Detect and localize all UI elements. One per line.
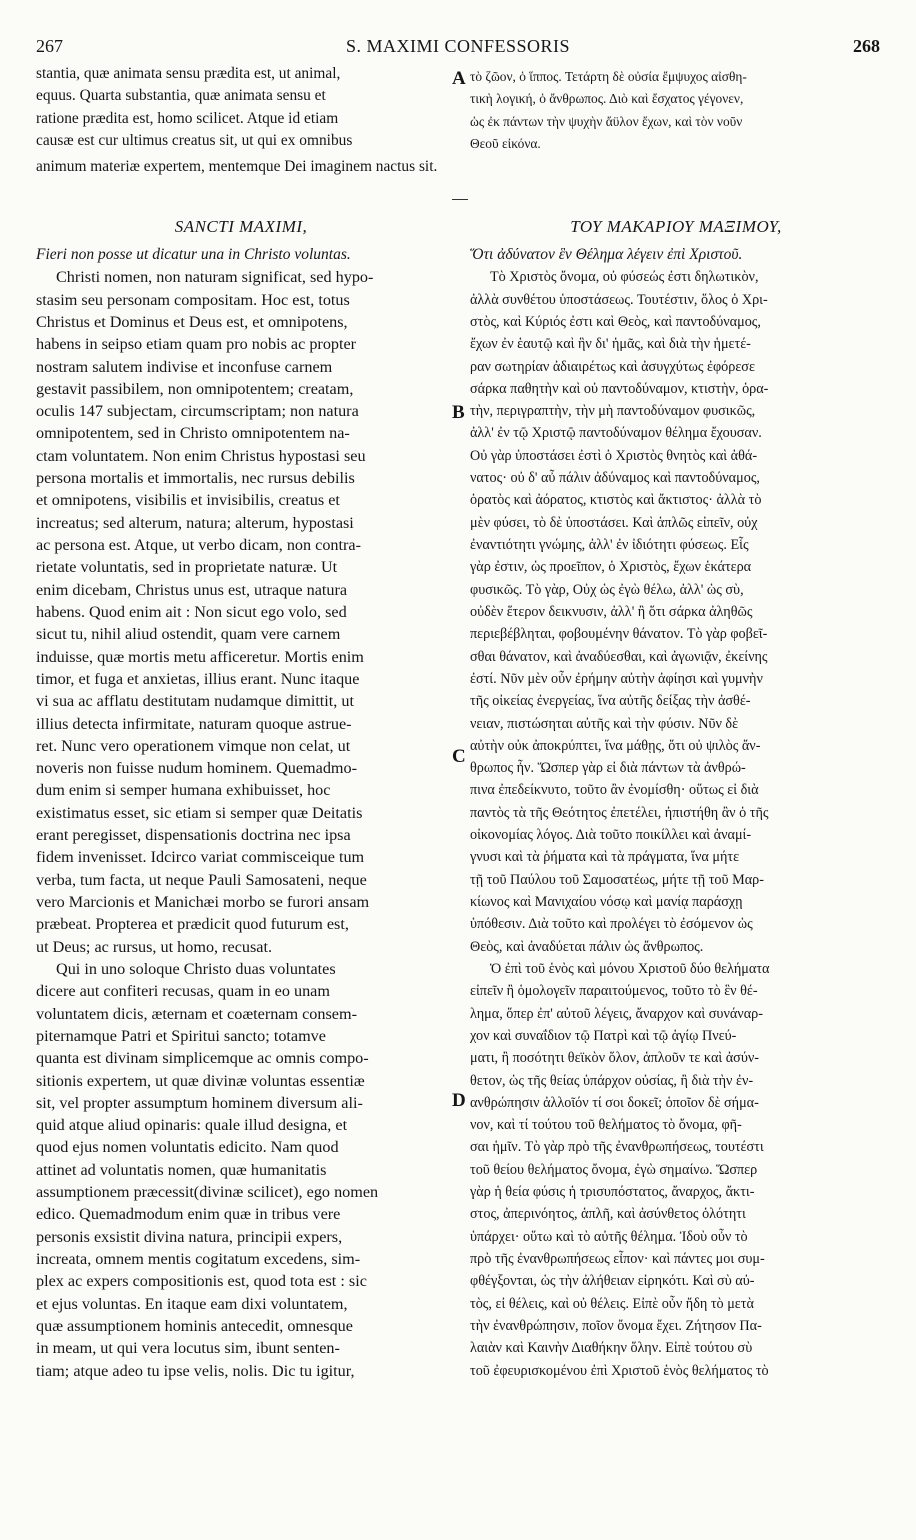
text-line: ματι, ἢ ποσότητι θεϊκὸν ὅλον, ἁπλοῦν τε καὶ ἀσύν- [470, 1050, 759, 1067]
text-line: οἰκονομίας λόγος. Διὰ τοῦτο ποικίλλει καὶ ἀναμί- [470, 827, 752, 844]
text-line: τὴν ἐνανθρώπησιν, ποῖον ὄνομα ἔχει. Ζήτησον Πα- [470, 1317, 762, 1334]
text-line: vero Marcionis et Manichæi morbo se furori ansam [36, 893, 370, 912]
text-line: et ejus voluntas. En itaque eam dixi voluntatem, [36, 1294, 348, 1313]
text-line: γὰρ ἡ θεία φύσις ἡ τρισυπόστατος, ἄναρχος, ἄκτι- [470, 1184, 755, 1201]
text-line: σαι ἡμῖν. Τὸ γὰρ πρὸ τῆς ἐνανθρωπήσεως, τουτέστι [470, 1139, 764, 1156]
text-line: ac persona est. Atque, ut verbo dicam, non contra- [36, 536, 361, 555]
text-line: oculis 147 subjectam, circumscriptam; non natura [36, 402, 359, 421]
text-line: θετον, ὡς τῆς θείας ὑπάρχον οὐσίας, ἢ διὰ τὴν ἐν- [470, 1072, 754, 1089]
text-line: τὸς, εἰ θέλεις, καὶ οὐ θέλεις. Εἰπὲ οὖν ἤδη τὸ μετὰ [470, 1295, 754, 1312]
text-line: ἀλλ' ἐν τῷ Χριστῷ παντοδύναμον θέλημα ἔχουσαν. [470, 425, 762, 442]
text-line: Ὁ ἐπὶ τοῦ ἑνὸς καὶ μόνου Χριστοῦ δύο θελήματα [490, 960, 770, 977]
text-line: σθαι θάνατον, καὶ ἀναδύεσθαι, καὶ ἀγωνιᾷν, ἐκείνης [470, 648, 768, 665]
text-line: τοῦ θείου θελήματος ὄνομα, ἐγὼ σημαίνω. Ὥσπερ [470, 1161, 758, 1178]
text-line: timor, et fuga et anxietas, illius erant. Nunc itaque [36, 669, 360, 688]
text-line: increata, omnem mentis cogitatum excedens, sim- [36, 1250, 361, 1269]
text-line: sicut tu, nihil aliud ostendit, quam vere carnem [36, 625, 341, 644]
text-line: Qui in uno soloque Christo duas voluntates [56, 959, 336, 978]
text-line: ὡς ἐκ πάντων τὴν ψυχὴν ἄϋλον ἔχων, καὶ τὸν νοῦν [470, 113, 743, 129]
text-line: vi sua ac afflatu destitutam nudamque dimittit, ut [36, 692, 354, 711]
margin-letter-b: B [452, 402, 465, 423]
latin-body [36, 266, 446, 1382]
text-line: Θεὸς, καὶ ἀναδύεται πάλιν ὡς ἄνθρωπος. [470, 938, 704, 955]
text-line: τὴν, περιγραπτὴν, τὴν μὴ παντοδύναμον φυσικῶς, [470, 403, 756, 420]
text-line: sitionis expertem, ut quæ divinæ voluntas essentiæ [36, 1071, 365, 1090]
text-line: νειαν, πιστώσηται αὐτῆς καὶ τὴν φύσιν. Νῦν δὲ [470, 715, 739, 732]
running-title: S. MAXIMI CONFESSORIS [345, 36, 571, 56]
top-greek-block [470, 66, 882, 155]
text-line: induisse, quæ mortis metu afficeretur. Mortis enim [36, 647, 364, 666]
page-number-left: 267 [36, 36, 63, 56]
text-line: nostram salutem indivise et inconfuse carnem [36, 357, 333, 376]
text-line: attinet ad voluntatis nomen, quæ humanitatis [36, 1160, 327, 1179]
text-line: τῆς οἰκείας ἐνεργείας, ἵνα αὐτῆς δείξας τὴν ἀσθέ- [470, 693, 751, 710]
text-line: omnipotentem, sed in Christo omnipotentem na- [36, 424, 350, 443]
text-line: ut Deus; ac rursus, ut homo, recusat. [36, 937, 273, 956]
text-line: habens. Quod enim ait : Non sicut ego volo, sed [36, 602, 347, 621]
text-line: νατος· οὐ δ' αὖ πάλιν ἀδύναμος καὶ παντοδύναμος, [470, 470, 760, 487]
text-line: enim dicebam, Christus unus est, utraque natura [36, 580, 348, 599]
text-line: stantia, quæ animata sensu prædita est, ut animal, [36, 65, 341, 82]
text-line: τὸ ζῶον, ὁ ἵππος. Τετάρτη δὲ οὐσία ἔμψυχος αἰσθη- [470, 69, 747, 84]
latin-subtitle: Fieri non posse ut dicatur una in Christo voluntas. [36, 246, 351, 263]
text-line: persona mortalis et immortalis, nec rursus debilis [36, 469, 355, 488]
text-line: Τὸ Χριστὸς ὄνομα, οὐ φύσεώς ἐστι δηλωτικὸν, [490, 269, 759, 286]
margin-letter-d: D [452, 1090, 466, 1111]
text-line: quæ assumptionem hominis antecedit, omnesque [36, 1316, 353, 1335]
text-line: edico. Quemadmodum enim quæ in tribus vere [36, 1205, 341, 1224]
margin-letter-c: C [452, 746, 466, 767]
text-line: τῇ τοῦ Παύλου τοῦ Σαμοσατέως, μήτε τῇ τοῦ Μαρ- [470, 871, 764, 888]
text-line: erant peregisset, dispensationis doctrina nec ipsa [36, 826, 351, 845]
latin-column [36, 210, 446, 1382]
text-line: Christus et Dominus et Deus est, et omnipotens, [36, 312, 348, 331]
text-line: gestavit passibilem, non omnipotentem; creatam, [36, 379, 354, 398]
text-line: τοῦ ἐφευρισκομένου ἐπὶ Χριστοῦ ἑνὸς θελήματος τὸ [470, 1362, 769, 1379]
text-line: causæ est cur ultimus creatus sit, ut qui ex omnibus [36, 131, 353, 149]
text-line: in meam, ut qui vera locutus sim, ibunt senten- [36, 1339, 340, 1358]
text-line: ἐναντιότητι γνώμης, ἀλλ' ἐν ἰδιότητι φύσεως. Εἷς [470, 537, 749, 554]
text-line: ἐστί. Νῦν μὲν οὖν ἐρήμην αὐτὴν ἀφίησι καὶ γυμνὴν [470, 670, 763, 687]
text-line: νον, καὶ τί τούτου τοῦ θελήματος τὸ ὄνομα, φῆ- [470, 1117, 742, 1134]
greek-heading: ΤΟΥ ΜΑΚΑΡΙΟΥ ΜΑΞΙΜΟΥ, [570, 217, 782, 236]
text-line: Θεοῦ εἰκόνα. [470, 135, 541, 151]
text-line: πινα ἐπεδείκνυτο, τοῦτο ἂν ἐνομίσθη· οὕτως εἰ διὰ [470, 782, 759, 799]
text-line: quod ejus nomen voluntatis edicito. Nam quod [36, 1138, 339, 1157]
text-line: γνυσι καὶ τὰ ῥήματα καὶ τὰ πράγματα, ἵνα μήτε [470, 849, 740, 866]
top-latin-last-line [36, 156, 596, 178]
text-line: χον καὶ συναΐδιον τῷ Πατρὶ καὶ τῷ ἁγίῳ Πνεύ- [470, 1027, 737, 1044]
text-line: φθέγξονται, ὡς τὴν ἀλήθειαν εἰρηκότι. Καὶ σὺ αὐ- [470, 1273, 755, 1290]
text-line: illius detecta infirmitate, naturam quoque astrue- [36, 714, 352, 733]
text-line: piternamque Patri et Spiritui sancto; totamve [36, 1026, 326, 1045]
text-line: animum materiæ expertem, mentemque Dei imaginem nactus sit. [36, 158, 438, 175]
text-line: existimatus esset, sic etiam si semper quæ Deitatis [36, 803, 363, 822]
text-line: tiam; atque adeo tu ipse velis, nolis. Dic tu igitur, [36, 1361, 355, 1380]
page-number-right: 268 [853, 36, 880, 56]
text-line: ἔχων ἐν ἑαυτῷ καὶ ἣν δι' ἡμᾶς, καὶ διὰ τὴν ἡμετέ- [470, 336, 751, 353]
text-line: verba, tum facta, ut neque Pauli Samosateni, neque [36, 870, 367, 889]
top-latin-block [36, 63, 444, 152]
text-line: οὐδὲν ἕτερον δεικνυσιν, ἀλλ' ἢ ὅτι σάρκα ἀληθῶς [470, 603, 753, 620]
text-line: θρωπος ἦν. Ὥσπερ γὰρ εἰ διὰ πάντων τὰ ἀνθρώ- [470, 760, 746, 777]
text-line: stasim seu personam compositam. Hoc est, totus [36, 290, 350, 309]
text-line: τικὴ λογική, ὁ ἄνθρωπος. Διὸ καὶ ἔσχατος γέγονεν, [470, 91, 744, 107]
text-line: dum enim si semper humana exhibuisset, hoc [36, 781, 331, 800]
text-line: et omnipotens, visibilis et invisibilis, creatus et [36, 491, 340, 510]
margin-letter-a: A [452, 68, 466, 89]
text-line: περιεβέβληται, φοβουμένην θάνατον. Τὸ γὰρ φοβεῖ- [470, 626, 768, 643]
text-line: ὁρατὸς καὶ ἀόρατος, κτιστὸς καὶ ἄκτιστος· ἀλλὰ τὸ [470, 492, 762, 509]
text-line: στος, ἀπερινόητος, ἁπλῆ, καὶ ἀσύνθετος ὁλότητι [470, 1206, 746, 1223]
text-line: εἰπεῖν ἢ ὁμολογεῖν παραιτούμενος, τοῦτο τὸ ἓν θέ- [470, 983, 758, 1000]
text-line: quanta est divinam simplicemque ac omnis compo- [36, 1049, 369, 1068]
greek-body [470, 266, 882, 1382]
text-line: ραν σωτηρίαν ἀδιαιρέτως καὶ ἀσυγχύτως ἐφόρεσε [470, 358, 755, 375]
running-header [36, 36, 880, 60]
text-line: noveris non fuisse nudum hominem. Quemadmo- [36, 759, 358, 778]
text-line: increatus; sed alterum, natura; alterum, hypostasi [36, 513, 354, 532]
text-line: sit, vel propter assumptum hominem diversum ali- [36, 1093, 363, 1112]
text-line: dicere aut confiteri recusas, quam in eo unam [36, 982, 330, 1001]
text-line: præbeat. Propterea et prædicit quod futurum est, [36, 915, 349, 934]
text-line: λαιὰν καὶ Καινὴν Διαθήκην ὅλην. Εἰπὲ τούτου σὺ [470, 1340, 753, 1357]
text-line: πρὸ τῆς ἐνανθρωπήσεως εἶπον· καὶ πάντες μοι συμ- [470, 1251, 765, 1268]
text-line: ctam voluntatem. Non enim Christus hypostasi seu [36, 446, 366, 465]
text-line: ret. Nunc vero operationem vimque non celat, ut [36, 736, 351, 755]
text-line: voluntatem dicis, æternam et coæternam consem- [36, 1004, 357, 1023]
text-line: στὸς, καὶ Κύριός ἐστι καὶ Θεὸς, καὶ παντοδύναμος, [470, 313, 761, 330]
text-line: ὑπάρχει· οὕτω καὶ τὸ αὐτῆς θέλημα. Ἰδοὺ οὖν τὸ [470, 1228, 748, 1245]
text-line: λημα, ὅπερ ἐπ' αὐτοῦ λέγεις, ἄναρχον καὶ συνάναρ- [470, 1005, 763, 1022]
text-line: φυσικῶς. Τὸ γὰρ, Οὐχ ὡς ἐγὼ θέλω, ἀλλ' ὡς σὺ, [470, 581, 744, 598]
text-line: equus. Quarta substantia, quæ animata sensu et [36, 87, 326, 105]
text-line: μὲν φύσει, τὸ δὲ ὑποστάσει. Καὶ ἁπλῶς εἰπεῖν, οὐχ [470, 514, 758, 531]
latin-heading: SANCTI MAXIMI, [174, 217, 308, 236]
text-line: αὐτὴν οὐκ ἀποκρύπτει, ἵνα μάθῃς, ὅτι οὐ ψιλὸς ἄν- [470, 737, 761, 754]
text-line: Οὐ γὰρ ὑποστάσει ἐστὶ ὁ Χριστὸς θνητὸς καὶ ἀθά- [470, 447, 758, 464]
text-line: κίωνος καὶ Μανιχαίου νόσῳ καὶ μανίᾳ παράσχῃ [470, 894, 743, 911]
text-line: Christi nomen, non naturam significat, sed hypo- [56, 268, 374, 287]
text-line: ἀλλὰ συνθέτου ὑποστάσεως. Τουτέστιν, ὅλος ὁ Χρι- [470, 291, 768, 308]
text-line: ὑπόθεσιν. Διὰ τοῦτο καὶ προλέγει τὸ ἐσόμενον ὡς [470, 916, 753, 933]
text-line: personis exsistit divina natura, principii expers, [36, 1227, 343, 1246]
text-line: quid atque aliud opinaris: quale illud designa, et [36, 1116, 348, 1135]
text-line: ratione prædita est, homo scilicet. Atque id etiam [36, 109, 339, 127]
text-line: γὰρ ἐστιν, ὡς προεῖπον, ὁ Χριστὸς, ἔχων ἑκάτερα [470, 559, 752, 576]
greek-subtitle: Ὅτι ἀδύνατον ἓν Θέλημα λέγειν ἐπὶ Χριστοῦ. [470, 246, 743, 263]
text-line: rietate voluntatis, sed in proprietate naturæ. Ut [36, 558, 338, 577]
text-line: habens in seipso etiam quam pro nobis ac propter [36, 335, 357, 354]
text-line: ανθρώπησιν ἀλλοῖόν τί σοι δοκεῖ; ὁποῖον δὲ σήμα- [470, 1094, 759, 1111]
section-divider [452, 199, 468, 200]
greek-column [470, 210, 882, 1382]
text-line: fidem invenisset. Idcirco variat commisceique tum [36, 848, 365, 867]
text-line: assumptionem præcessit(divinæ scilicet), ego nomen [36, 1183, 379, 1202]
text-line: σάρκα παθητὴν καὶ οὐ παντοδύναμον, κτιστὴν, ὁρα- [470, 380, 769, 397]
text-line: plex ac expers compositionis est, quod tota est : sic [36, 1272, 367, 1291]
text-line: παντὸς τὰ τῆς Θεότητος ἐπετέλει, ἠπιστήθη ἂν ὁ τῆς [470, 804, 769, 821]
